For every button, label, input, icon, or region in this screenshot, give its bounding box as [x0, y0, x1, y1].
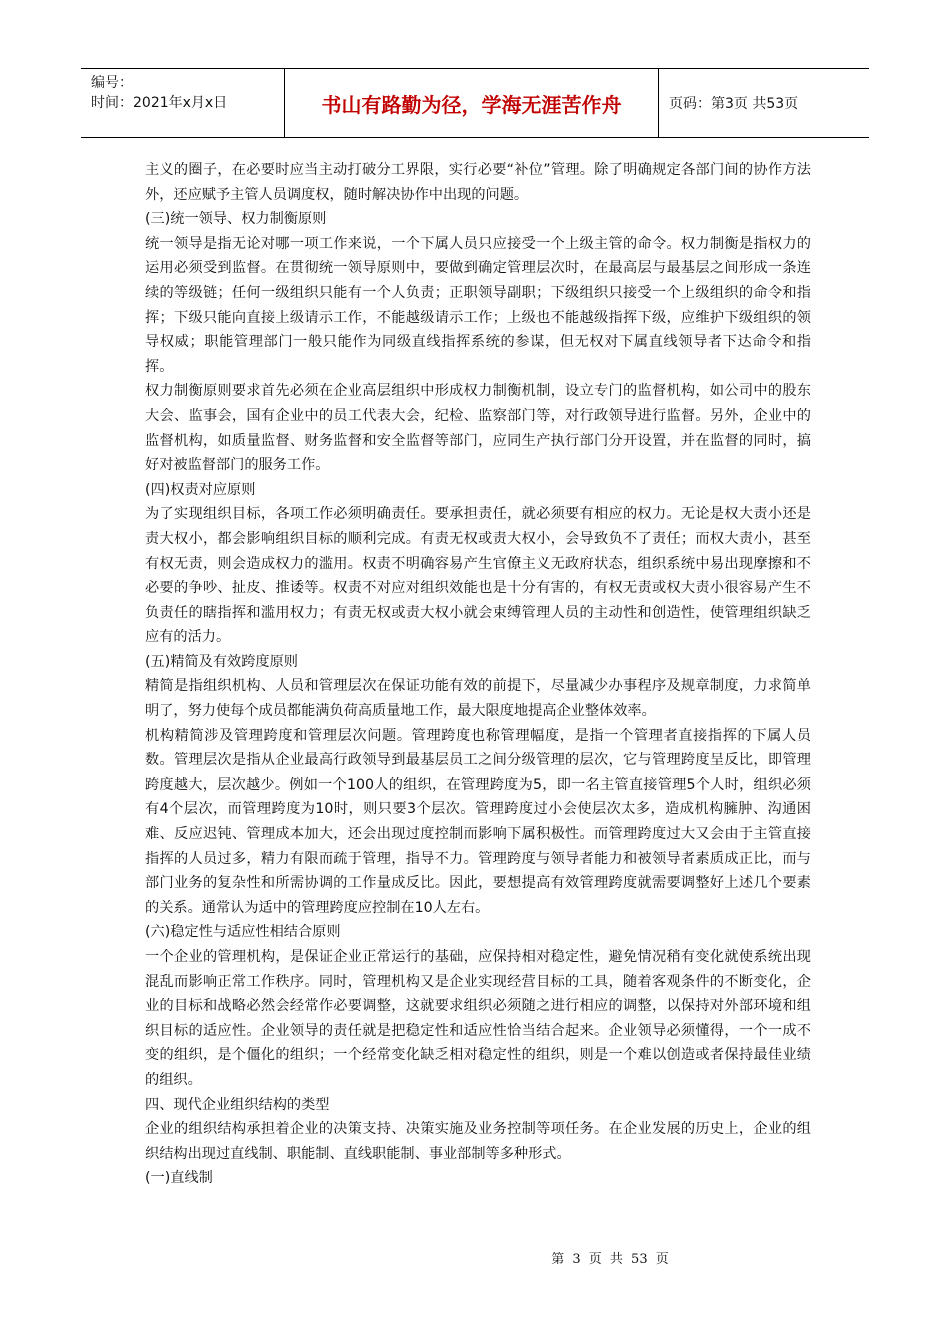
- body-paragraph: 企业的组织结构承担着企业的决策支持、决策实施及业务控制等项任务。在企业发展的历史上，企业的组织结构出现过直线制、职能制、直线职能制、事业部制等多种形式。: [145, 1121, 811, 1162]
- header-page-number: 页码：第3页 共53页: [669, 96, 799, 112]
- footer-page-number: 第 3 页 共 53 页: [551, 1252, 669, 1267]
- body-paragraph: 为了实现组织目标，各项工作必须明确责任。要承担责任，就必须要有相应的权力。无论是权大责小还是责大权小，都会影响组织目标的顺利完成。有责无权或责大权小，会导致负不了责任；而权大责小，甚至有权无责，则会造成权力的滥用。权责不明确容易产生官僚主义无政府状态，组织系统中易出现摩擦和不必要的争吵、扯皮、推诿等。权责不对应对组织效能也是十分有害的，有权无责或权大责小很容易产生不负责任的瞎指挥和滥用权力；有责无权或责大权小就会束缚管理人员的主动性和创造性，使管理组织缺乏应有的活力。: [145, 506, 811, 646]
- chapter-heading: 四、现代企业组织结构的类型: [145, 1096, 330, 1113]
- header-info-cell: [81, 69, 284, 137]
- document-date-label: 时间：2021年x月x日: [91, 95, 228, 111]
- body-paragraph: 权力制衡原则要求首先必须在企业高层组织中形成权力制衡机制，设立专门的监督机构，如公司中的股东大会、监事会，国有企业中的员工代表大会，纪检、监察部门等，对行政领导进行监督。另外，企业中的监督机构，如质量监督、财务监督和安全监督等部门，应同生产执行部门分开设置，并在监督的同时，搞好对被监督部门的服务工作。: [145, 383, 811, 474]
- header-motto: 书山有路勤为径，学海无涯苦作舟: [321, 92, 622, 117]
- section-heading: (六)稳定性与适应性相结合原则: [145, 924, 341, 941]
- body-paragraph: 主义的圈子，在必要时应当主动打破分工界限，实行必要“补位”管理。除了明确规定各部门间的协作方法外，还应赋予主管人员调度权，随时解决协作中出现的问题。: [145, 162, 811, 203]
- section-heading: (五)精简及有效跨度原则: [145, 653, 298, 670]
- section-heading: (三)统一领导、权力制衡原则: [145, 211, 327, 228]
- body-paragraph: 精简是指组织机构、人员和管理层次在保证功能有效的前提下，尽量减少办事程序及规章制度，力求简单明了，努力使每个成员都能满负荷高质量地工作，最大限度地提高企业整体效率。: [145, 678, 811, 720]
- document-number-label: 编号：: [91, 75, 133, 91]
- section-heading: (一)直线制: [145, 1170, 213, 1187]
- body-paragraph: 机构精简涉及管理跨度和管理层次问题。管理跨度也称管理幅度，是指一个管理者直接指挥的下属人员数。管理层次是指从企业最高行政领导到最基层员工之间分级管理的层次，它与管理跨度呈反比，即管理跨度越大，层次越少。例如一个100人的组织，在管理跨度为5，即一名主管直接管理5个人时，组织必须有4个层次，而管理跨度为10时，则只要3个层次。管理跨度过小会使层次太多，造成机构臃肿、沟通困难、反应迟钝、管理成本加大，还会出现过度控制而影响下属积极性。而管理跨度过大又会由于主管直接指挥的人员过多，精力有限而疏于管理，指导不力。管理跨度与领导者能力和被领导者素质成正比，而与部门业务的复杂性和所需协调的工作量成反比。因此，要想提高有效管理跨度就需要调整好上述几个要素的关系。通常认为适中的管理跨度应控制在10人左右。: [145, 727, 811, 916]
- header-motto-cell: [284, 69, 659, 137]
- page-header: [81, 68, 869, 138]
- body-paragraph: 统一领导是指无论对哪一项工作来说，一个下属人员只应接受一个上级主管的命令。权力制衡是指权力的运用必须受到监督。在贯彻统一领导原则中，要做到确定管理层次时，在最高层与最基层之间形成一条连续的等级链；任何一级组织只能有一个人负责；正职领导副职；下级组织只接受一个上级组织的命令和指挥；下级只能向直接上级请示工作，不能越级请示工作；上级也不能越级指挥下级，应维护下级组织的领导权威；职能管理部门一般只能作为同级直线指挥系统的参谋，但无权对下属直线领导者下达命令和指挥。: [145, 235, 811, 375]
- page-footer: [0, 1248, 950, 1267]
- document-body: [145, 158, 811, 1191]
- section-heading: (四)权责对应原则: [145, 481, 256, 498]
- body-paragraph: 一个企业的管理机构，是保证企业正常运行的基础，应保持相对稳定性，避免情况稍有变化就使系统出现混乱而影响正常工作秩序。同时，管理机构又是企业实现经营目标的工具，随着客观条件的不断变化，企业的目标和战略必然会经常作必要调整，这就要求组织必须随之进行相应的调整，以保持对外部环境和组织目标的适应性。企业领导的责任就是把稳定性和适应性恰当结合起来。企业领导必须懂得，一个一成不变的组织，是个僵化的组织；一个经常变化缺乏相对稳定性的组织，则是一个难以创造或者保持最佳业绩的组织。: [145, 949, 811, 1088]
- header-page-cell: [659, 69, 869, 137]
